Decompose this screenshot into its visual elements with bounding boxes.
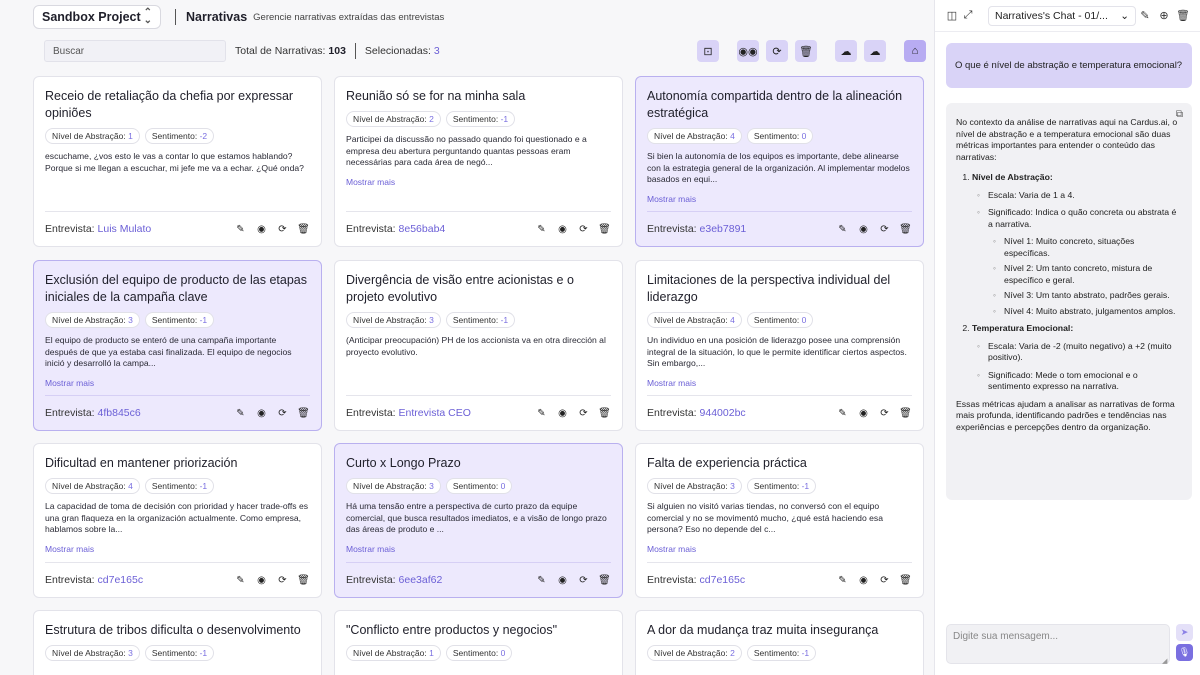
edit-icon[interactable]: ✎ xyxy=(537,223,546,235)
card-tags xyxy=(647,478,912,494)
card-tags xyxy=(647,128,912,144)
cloud-download-icon: ☁ xyxy=(869,45,881,58)
card-tags xyxy=(45,645,310,661)
sentiment-tag: Sentimento: -1 xyxy=(446,111,515,127)
top-bar xyxy=(0,0,934,34)
card-footer xyxy=(45,211,310,246)
show-more-link[interactable]: Mostrar mais xyxy=(45,378,95,388)
delete-button[interactable] xyxy=(795,40,817,62)
card-text: Participei da discussão no passado quando foi questionado e a empresa deu abertura perguntando quantas pessoas eram necessárias para cada área de negó... xyxy=(346,134,587,167)
show-more-link[interactable]: Mostrar mais xyxy=(647,544,697,554)
download-button[interactable] xyxy=(864,40,886,62)
copy-icon[interactable]: ⧉ xyxy=(1175,109,1183,120)
trash-icon[interactable]: 🗑 xyxy=(899,574,912,586)
sentiment-tag: Sentimento: 0 xyxy=(747,128,813,144)
interview-label: Entrevista: cd7e165c xyxy=(647,574,746,586)
resize-handle-icon[interactable]: ◢ xyxy=(1162,658,1168,665)
narrative-card[interactable] xyxy=(635,76,924,247)
chevron-up-down-icon: ⌃ ⌄ xyxy=(143,7,152,26)
card-footer xyxy=(647,562,912,597)
narrative-card[interactable] xyxy=(33,610,322,675)
assistant-message xyxy=(946,103,1192,500)
answer-bullet: ◦ Significado: Mede o tom emocional e o sentimento expresso na narrativa. xyxy=(988,370,1182,393)
narrative-card[interactable] xyxy=(334,76,623,247)
abstraction-tag: Nível de Abstração: 2 xyxy=(346,111,441,127)
tag-button[interactable] xyxy=(904,40,926,62)
answer-bullet: ◦ Escala: Varia de -2 (muito negativo) a +2 (muito positivo). xyxy=(988,341,1182,364)
refresh-icon[interactable]: ⟳ xyxy=(880,407,889,419)
interview-label: Entrevista: 944002bc xyxy=(647,407,746,419)
answer-sub-bullet: ◦ Nível 2: Um tanto concreto, mistura de específico e geral. xyxy=(1004,263,1182,286)
interview-label: Entrevista: e3eb7891 xyxy=(647,223,747,235)
interview-link[interactable]: cd7e165c xyxy=(97,574,144,586)
card-title: Estrutura de tribos dificulta o desenvolvimento xyxy=(45,623,301,637)
mic-icon: 🎙 xyxy=(1178,647,1191,657)
edit-icon[interactable]: ✎ xyxy=(537,574,546,586)
show-more-link[interactable]: Mostrar mais xyxy=(45,544,95,554)
mask-icon[interactable]: ◉ xyxy=(558,574,567,586)
abstraction-tag: Nível de Abstração: 3 xyxy=(45,312,140,328)
interview-link[interactable]: 6ee3af62 xyxy=(398,574,443,586)
sentiment-tag: Sentimento: 0 xyxy=(446,478,512,494)
chevron-down-icon: ⌄ xyxy=(1120,9,1129,22)
card-footer xyxy=(647,211,912,246)
toolbar xyxy=(33,36,925,66)
card-tags xyxy=(346,478,611,494)
send-icon: ➤ xyxy=(1180,627,1189,637)
abstraction-tag: Nível de Abstração: 4 xyxy=(647,128,742,144)
page-title: Narrativas xyxy=(186,10,248,24)
new-chat-icon[interactable]: ⊕ xyxy=(1159,10,1169,22)
card-text: Há uma tensão entre a perspectiva de curto prazo da equipe comercial, que busca resultados imediatos, e a visão de longo prazo das áreas de produto e ... xyxy=(346,501,607,534)
card-title: Curto x Longo Prazo xyxy=(346,456,461,470)
mic-button[interactable] xyxy=(1176,644,1193,661)
trash-icon[interactable]: 🗑 xyxy=(297,407,310,419)
answer-bullet: ◦ Escala: Varia de 1 a 4. xyxy=(988,190,1182,202)
card-footer xyxy=(346,562,611,597)
mask-icon[interactable]: ◉ xyxy=(257,407,266,419)
divider xyxy=(355,43,356,59)
answer-bullet: ◦ Significado: Indica o quão concreta ou abstrata é a narrativa. ◦ Nível 1: Muito concreto, situações específicas. ◦ Nível 2: Um tanto concreto, mistura de específico e geral. ◦ Nível 3: Um tanto abstrato, padrões gerais. ◦ Nível 4: Muito abstrato, julgamentos amplos. xyxy=(988,207,1182,317)
edit-icon[interactable]: ✎ xyxy=(236,574,245,586)
card-footer xyxy=(346,395,611,430)
abstraction-tag: Nível de Abstração: 4 xyxy=(45,478,140,494)
sentiment-tag: Sentimento: -1 xyxy=(145,478,214,494)
card-tags xyxy=(346,312,611,328)
card-tags xyxy=(346,645,611,661)
chat-title: Narratives's Chat - 01/... xyxy=(995,9,1108,22)
send-button[interactable] xyxy=(1176,624,1193,641)
edit-icon[interactable]: ✎ xyxy=(838,574,847,586)
chat-select[interactable] xyxy=(988,6,1136,26)
narrative-card[interactable] xyxy=(334,443,623,598)
refresh-icon[interactable]: ⟳ xyxy=(579,223,588,235)
card-title: Exclusión del equipo de producto de las etapas iniciales de la campaña clave xyxy=(45,273,307,304)
refresh-icon[interactable]: ⟳ xyxy=(278,223,287,235)
upload-button[interactable] xyxy=(835,40,857,62)
card-footer xyxy=(45,562,310,597)
search-input[interactable] xyxy=(44,40,226,62)
card-text: La capacidad de toma de decisión con prioridad y hacer trade-offs es una gran flaqueza en la organización actualmente. Como empresa, hablamos sobre la... xyxy=(45,501,309,534)
abstraction-tag: Nível de Abstração: 3 xyxy=(647,478,742,494)
card-tags xyxy=(647,312,912,328)
interview-link[interactable]: 4fb845c6 xyxy=(97,407,141,419)
show-more-link[interactable]: Mostrar mais xyxy=(346,544,396,554)
interview-link[interactable]: Entrevista CEO xyxy=(398,407,471,419)
show-more-link[interactable]: Mostrar mais xyxy=(647,194,697,204)
card-title: Dificultad en mantener priorización xyxy=(45,456,238,470)
project-name: Sandbox Project xyxy=(42,10,141,24)
refresh-icon[interactable]: ⟳ xyxy=(579,407,588,419)
answer-outro: Essas métricas ajudam a analisar as narrativas de forma mais profunda, identificando padrões e tendências nas experiências e percepções dentro da organização. xyxy=(956,398,1175,432)
refresh-icon[interactable]: ⟳ xyxy=(278,407,287,419)
tag-icon: ⌂ xyxy=(911,45,919,57)
card-title: Falta de experiencia práctica xyxy=(647,456,807,470)
answer-intro: No contexto da análise de narrativas aqui na Cardus.ai, o nível de abstração e a temperatura emocional são duas métricas importantes para entender o conteúdo das narrativas: xyxy=(956,117,1178,162)
card-tags xyxy=(647,645,912,661)
project-select[interactable] xyxy=(33,5,161,29)
refresh-icon: ⟳ xyxy=(772,45,782,58)
trash-icon[interactable]: 🗑 xyxy=(899,407,912,419)
mask-icon[interactable]: ◉ xyxy=(859,407,868,419)
abstraction-tag: Nível de Abstração: 2 xyxy=(647,645,742,661)
interview-label: Entrevista: cd7e165c xyxy=(45,574,144,586)
sentiment-tag: Sentimento: -1 xyxy=(747,478,816,494)
narrative-card[interactable] xyxy=(635,610,924,675)
edit-icon[interactable]: ✎ xyxy=(838,223,847,235)
user-message: O que é nível de abstração e temperatura emocional? xyxy=(946,43,1192,88)
abstraction-tag: Nível de Abstração: 1 xyxy=(346,645,441,661)
trash-icon[interactable]: 🗑 xyxy=(598,574,611,586)
answer-sub-bullet: ◦ Nível 4: Muito abstrato, julgamentos amplos. xyxy=(1004,306,1182,318)
card-tags xyxy=(45,128,310,144)
edit-icon[interactable]: ✎ xyxy=(1140,10,1150,22)
card-title: Divergência de visão entre acionistas e o projeto evolutivo xyxy=(346,273,574,304)
narrative-card[interactable] xyxy=(33,76,322,247)
select-all-button[interactable] xyxy=(697,40,719,62)
mask-icon[interactable]: ◉ xyxy=(859,574,868,586)
interview-label: Entrevista: 4fb845c6 xyxy=(45,407,141,419)
page-subtitle: Gerencie narrativas extraídas das entrevistas xyxy=(253,11,445,23)
mask-button[interactable] xyxy=(737,40,759,62)
sentiment-tag: Sentimento: 0 xyxy=(747,312,813,328)
trash-icon[interactable]: 🗑 xyxy=(899,223,912,235)
card-title: Limitaciones de la perspectiva individual del liderazgo xyxy=(647,273,891,304)
answer-section: 1. Nível de Abstração: ◦ Escala: Varia de 1 a 4. ◦ Significado: Indica o quão concreta ou abstrata é a narrativa. ◦ Nível 1: Muito concreto, situações específicas. ◦ Nível 2: Um tanto concreto, mistura de específico e geral. ◦ Nível 3: Um tanto abstrato, padrões gerais. ◦ Nível 4: Muito abstrato, julgamentos amplos. xyxy=(972,172,1182,317)
card-text: Si bien la autonomía de los equipos es importante, debe alinearse con la estrategia general de la organización. Al implementar modelos basados en equi... xyxy=(647,151,910,184)
interview-label: Entrevista: 6ee3af62 xyxy=(346,574,443,586)
select-all-icon: ⊡ xyxy=(703,45,713,58)
card-title: A dor da mudança traz muita insegurança xyxy=(647,623,879,637)
refresh-button[interactable] xyxy=(766,40,788,62)
refresh-icon[interactable]: ⟳ xyxy=(880,574,889,586)
mask-icon[interactable]: ◉ xyxy=(257,574,266,586)
narrative-card[interactable] xyxy=(33,260,322,431)
interview-link[interactable]: 944002bc xyxy=(699,407,746,419)
show-more-link[interactable]: Mostrar mais xyxy=(647,378,697,388)
mask-icon[interactable]: ◉ xyxy=(558,223,567,235)
refresh-icon[interactable]: ⟳ xyxy=(278,574,287,586)
divider xyxy=(175,9,176,25)
show-more-link[interactable]: Mostrar mais xyxy=(346,177,396,187)
card-title: Reunião só se for na minha sala xyxy=(346,89,526,103)
abstraction-tag: Nível de Abstração: 3 xyxy=(346,478,441,494)
narrative-card[interactable] xyxy=(334,260,623,431)
refresh-icon[interactable]: ⟳ xyxy=(579,574,588,586)
card-tags xyxy=(346,111,611,127)
card-text: Si alguien no visitó varias tiendas, no conversó con el equipo comercial y no se movimentó mucho, ¿qué está haciendo esa persona? Eso no depende del c... xyxy=(647,501,883,534)
card-title: "Conflicto entre productos y negocios" xyxy=(346,623,558,637)
mask-icon[interactable]: ◉ xyxy=(859,223,868,235)
card-title: Autonomía compartida dentro de la alineación estratégica xyxy=(647,89,903,120)
abstraction-tag: Nível de Abstração: 3 xyxy=(45,645,140,661)
toolbar-actions xyxy=(697,40,926,62)
chat-panel xyxy=(934,0,1200,675)
chat-header xyxy=(935,0,1200,32)
sentiment-tag: Sentimento: -1 xyxy=(145,645,214,661)
abstraction-tag: Nível de Abstração: 4 xyxy=(647,312,742,328)
sentiment-tag: Sentimento: -1 xyxy=(747,645,816,661)
card-tags xyxy=(45,312,310,328)
trash-icon[interactable]: 🗑 xyxy=(598,407,611,419)
refresh-icon[interactable]: ⟳ xyxy=(880,223,889,235)
interview-label: Entrevista: Luis Mulato xyxy=(45,223,152,235)
interview-link[interactable]: Luis Mulato xyxy=(97,223,152,235)
mask-icon[interactable]: ◉ xyxy=(257,223,266,235)
trash-icon[interactable]: 🗑 xyxy=(1176,10,1190,22)
trash-icon[interactable]: 🗑 xyxy=(297,223,310,235)
card-title: Receio de retaliação da chefia por expressar opiniões xyxy=(45,89,294,120)
answer-sub-bullet: ◦ Nível 3: Um tanto abstrato, padrões gerais. xyxy=(1004,290,1182,302)
narrative-card[interactable] xyxy=(33,443,322,598)
card-tags xyxy=(45,478,310,494)
sidebar-toggle-icon[interactable]: ◫ xyxy=(946,10,958,22)
abstraction-tag: Nível de Abstração: 1 xyxy=(45,128,140,144)
expand-icon[interactable]: ⤢ xyxy=(963,9,973,21)
card-footer xyxy=(346,211,611,246)
interview-label: Entrevista: Entrevista CEO xyxy=(346,407,471,419)
edit-icon[interactable]: ✎ xyxy=(838,407,847,419)
sentiment-tag: Sentimento: -1 xyxy=(446,312,515,328)
card-text: escuchame, ¿vos esto le vas a contar lo que estamos hablando? Porque si me llegan a escuchar, mi jefe me va a echar. ¿Qué onda? xyxy=(45,151,304,173)
message-input[interactable]: Digite sua mensagem... xyxy=(946,624,1170,664)
narrative-card[interactable] xyxy=(635,443,924,598)
sentiment-tag: Sentimento: 0 xyxy=(446,645,512,661)
interview-link[interactable]: e3eb7891 xyxy=(699,223,747,235)
edit-icon[interactable]: ✎ xyxy=(236,223,245,235)
interview-link[interactable]: cd7e165c xyxy=(699,574,746,586)
mask-icon: ◉◉ xyxy=(738,45,758,58)
sentiment-tag: Sentimento: -1 xyxy=(145,312,214,328)
edit-icon[interactable]: ✎ xyxy=(537,407,546,419)
abstraction-tag: Nível de Abstração: 3 xyxy=(346,312,441,328)
card-text: (Anticipar preocupación) PH de los accionista va en otra dirección al proyecto evolutivo. xyxy=(346,335,606,357)
narrative-card[interactable] xyxy=(635,260,924,431)
mask-icon[interactable]: ◉ xyxy=(558,407,567,419)
card-footer xyxy=(45,395,310,430)
total-narratives: Total de Narrativas: 103 xyxy=(235,45,346,57)
cloud-upload-icon: ☁ xyxy=(840,45,852,58)
sentiment-tag: Sentimento: -2 xyxy=(145,128,214,144)
trash-icon: 🗑 xyxy=(799,45,813,58)
trash-icon[interactable]: 🗑 xyxy=(297,574,310,586)
answer-section: 2. Temperatura Emocional: ◦ Escala: Varia de -2 (muito negativo) a +2 (muito positivo). ◦ Significado: Mede o tom emocional e o sentimento expresso na narrativa. xyxy=(972,323,1182,393)
selected-narratives: Selecionadas: 3 xyxy=(364,45,440,57)
card-footer xyxy=(647,395,912,430)
card-text: El equipo de producto se enteró de una campaña importante después de que ya estaba casi finalizada. El equipo de negocios inició y desarrolló la campa... xyxy=(45,335,292,368)
interview-link[interactable]: 8e56bab4 xyxy=(398,223,446,235)
answer-sub-bullet: ◦ Nível 1: Muito concreto, situações específicas. xyxy=(1004,236,1182,259)
trash-icon[interactable]: 🗑 xyxy=(598,223,611,235)
interview-label: Entrevista: 8e56bab4 xyxy=(346,223,446,235)
edit-icon[interactable]: ✎ xyxy=(236,407,245,419)
narrative-card[interactable] xyxy=(334,610,623,675)
card-text: Un individuo en una posición de liderazgo posee una comprensión integral de la situación, lo que le permite identificar ciertos aspectos. Sin embargo,... xyxy=(647,335,907,368)
